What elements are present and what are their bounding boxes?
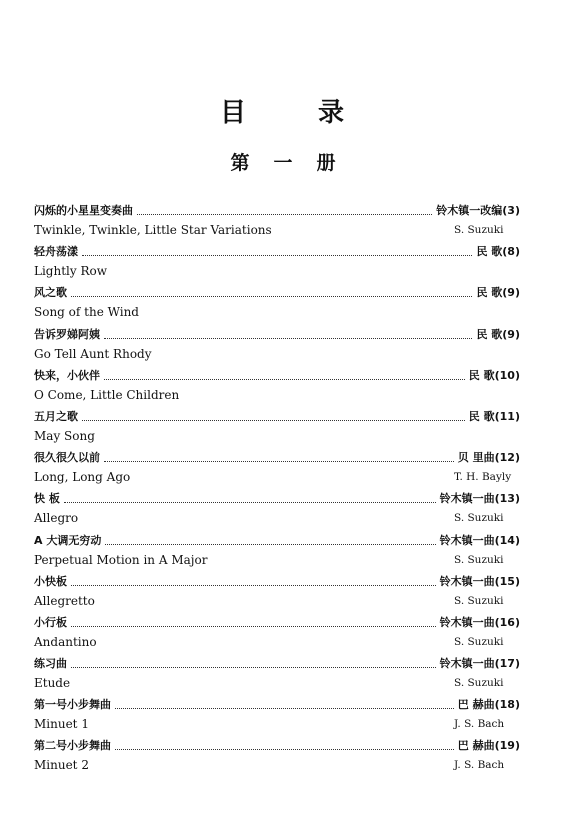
toc-chinese-line — [34, 365, 520, 383]
toc-chinese-line — [34, 282, 520, 300]
chinese-title: 很久很久以前 — [34, 451, 100, 465]
title-char-2: 录 — [318, 98, 347, 128]
toc-chinese-line — [34, 735, 520, 753]
english-title: Allegretto — [34, 593, 95, 608]
toc-entry[interactable] — [34, 530, 520, 571]
toc-english-line — [34, 466, 520, 484]
toc-chinese-line — [34, 653, 520, 671]
volume-char-2: 一 — [273, 152, 293, 174]
credit-page: 巴 赫曲(18) — [457, 698, 520, 712]
credit-page: 民 歌(9) — [476, 286, 520, 300]
credit-page: 民 歌(9) — [476, 327, 520, 341]
chinese-title: 快来，小伙伴 — [34, 368, 100, 382]
english-title: Long, Long Ago — [34, 470, 131, 485]
toc-chinese-line — [34, 406, 520, 424]
toc-entry[interactable] — [34, 365, 520, 406]
composer-name: S. Suzuki — [454, 553, 504, 566]
toc-entry[interactable] — [34, 653, 520, 694]
chinese-title: 第一号小步舞曲 — [34, 698, 111, 712]
credit-page: 铃木镇一曲(13) — [439, 492, 520, 506]
chinese-title: 练习曲 — [34, 657, 67, 671]
toc-entry[interactable] — [34, 735, 520, 776]
english-title: Etude — [34, 676, 71, 691]
chinese-title: 五月之歌 — [34, 409, 78, 423]
credit-page: 铃木镇一曲(14) — [439, 533, 520, 547]
toc-entry[interactable] — [34, 447, 520, 488]
dot-leader — [104, 338, 472, 339]
toc-entry[interactable] — [34, 241, 520, 282]
english-title: Andantino — [34, 634, 97, 649]
toc-english-line — [34, 219, 520, 237]
chinese-title: 第二号小步舞曲 — [34, 739, 111, 753]
page-title — [0, 92, 566, 129]
composer-name: S. Suzuki — [454, 512, 504, 525]
english-title: May Song — [34, 428, 95, 443]
chinese-title: 小行板 — [34, 615, 67, 629]
dot-leader — [82, 255, 472, 256]
dot-leader — [104, 379, 465, 380]
toc-english-line — [34, 549, 520, 567]
toc-chinese-line — [34, 324, 520, 342]
toc-entry[interactable] — [34, 694, 520, 735]
toc-english-line — [34, 631, 520, 649]
dot-leader — [71, 667, 436, 668]
credit-page: 铃木镇一改编(3) — [436, 204, 520, 217]
english-title: Twinkle, Twinkle, Little Star Variations — [34, 223, 272, 237]
credit-page: 铃木镇一曲(17) — [439, 657, 520, 671]
toc-chinese-line — [34, 530, 520, 548]
dot-leader — [82, 420, 465, 421]
credit-page: 民 歌(10) — [468, 368, 520, 382]
chinese-title: 快 板 — [34, 492, 60, 506]
toc-english-line — [34, 425, 520, 443]
table-of-contents — [34, 200, 520, 777]
english-title: Lightly Row — [34, 264, 108, 279]
dot-leader — [105, 544, 435, 545]
toc-english-line — [34, 590, 520, 608]
toc-english-line — [34, 301, 520, 319]
composer-name: S. Suzuki — [454, 635, 504, 648]
credit-page: 贝 里曲(12) — [457, 451, 520, 465]
english-title: Go Tell Aunt Rhody — [34, 346, 152, 361]
toc-chinese-line — [34, 488, 520, 506]
title-char-1: 目 — [219, 98, 248, 128]
toc-chinese-line — [34, 241, 520, 259]
english-title: Perpetual Motion in A Major — [34, 552, 208, 567]
toc-entry[interactable] — [34, 282, 520, 323]
dot-leader — [71, 585, 436, 586]
toc-entry[interactable] — [34, 571, 520, 612]
toc-chinese-line — [34, 694, 520, 712]
toc-chinese-line — [34, 447, 520, 465]
chinese-title: 轻舟荡漾 — [34, 245, 78, 259]
dot-leader — [115, 749, 454, 750]
composer-name: S. Suzuki — [454, 594, 504, 607]
dot-leader — [137, 214, 432, 215]
composer-name: T. H. Bayly — [454, 471, 512, 484]
composer-name: J. S. Bach — [454, 718, 505, 731]
toc-english-line — [34, 713, 520, 731]
dot-leader — [115, 708, 454, 709]
toc-entry[interactable] — [34, 406, 520, 447]
chinese-title: 风之歌 — [34, 286, 67, 300]
volume-heading — [0, 148, 566, 175]
english-title: Minuet 1 — [34, 717, 89, 732]
chinese-title: 告诉罗娣阿姨 — [34, 327, 100, 341]
toc-chinese-line — [34, 612, 520, 630]
credit-page: 民 歌(11) — [468, 409, 520, 423]
dot-leader — [64, 502, 436, 503]
composer-name: J. S. Bach — [454, 759, 505, 772]
toc-english-line — [34, 672, 520, 690]
toc-entry[interactable] — [34, 612, 520, 653]
toc-entry[interactable] — [34, 488, 520, 529]
english-title: Minuet 2 — [34, 758, 89, 773]
credit-page: 民 歌(8) — [476, 245, 520, 259]
toc-english-line — [34, 384, 520, 402]
toc-entry[interactable] — [34, 200, 520, 241]
dot-leader — [71, 296, 472, 297]
chinese-title: 小快板 — [34, 574, 67, 588]
chinese-title: A 大调无穷动 — [34, 533, 102, 547]
credit-page: 铃木镇一曲(16) — [439, 615, 520, 629]
volume-char-1: 第 — [230, 152, 250, 174]
english-title: O Come, Little Children — [34, 387, 180, 402]
credit-page: 铃木镇一曲(15) — [439, 574, 520, 588]
composer-name: S. Suzuki — [454, 224, 504, 236]
english-title: Song of the Wind — [34, 305, 139, 320]
volume-char-3: 册 — [316, 152, 336, 174]
dot-leader — [104, 461, 454, 462]
dot-leader — [71, 626, 436, 627]
credit-page: 巴 赫曲(19) — [457, 739, 520, 753]
toc-english-line — [34, 260, 520, 278]
toc-entry[interactable] — [34, 324, 520, 365]
toc-chinese-line — [34, 571, 520, 589]
toc-chinese-line — [34, 200, 520, 218]
english-title: Allegro — [34, 511, 79, 526]
composer-name: S. Suzuki — [454, 677, 504, 690]
toc-english-line — [34, 754, 520, 772]
toc-english-line — [34, 507, 520, 525]
toc-english-line — [34, 343, 520, 361]
chinese-title: 闪烁的小星星变奏曲 — [34, 204, 133, 217]
